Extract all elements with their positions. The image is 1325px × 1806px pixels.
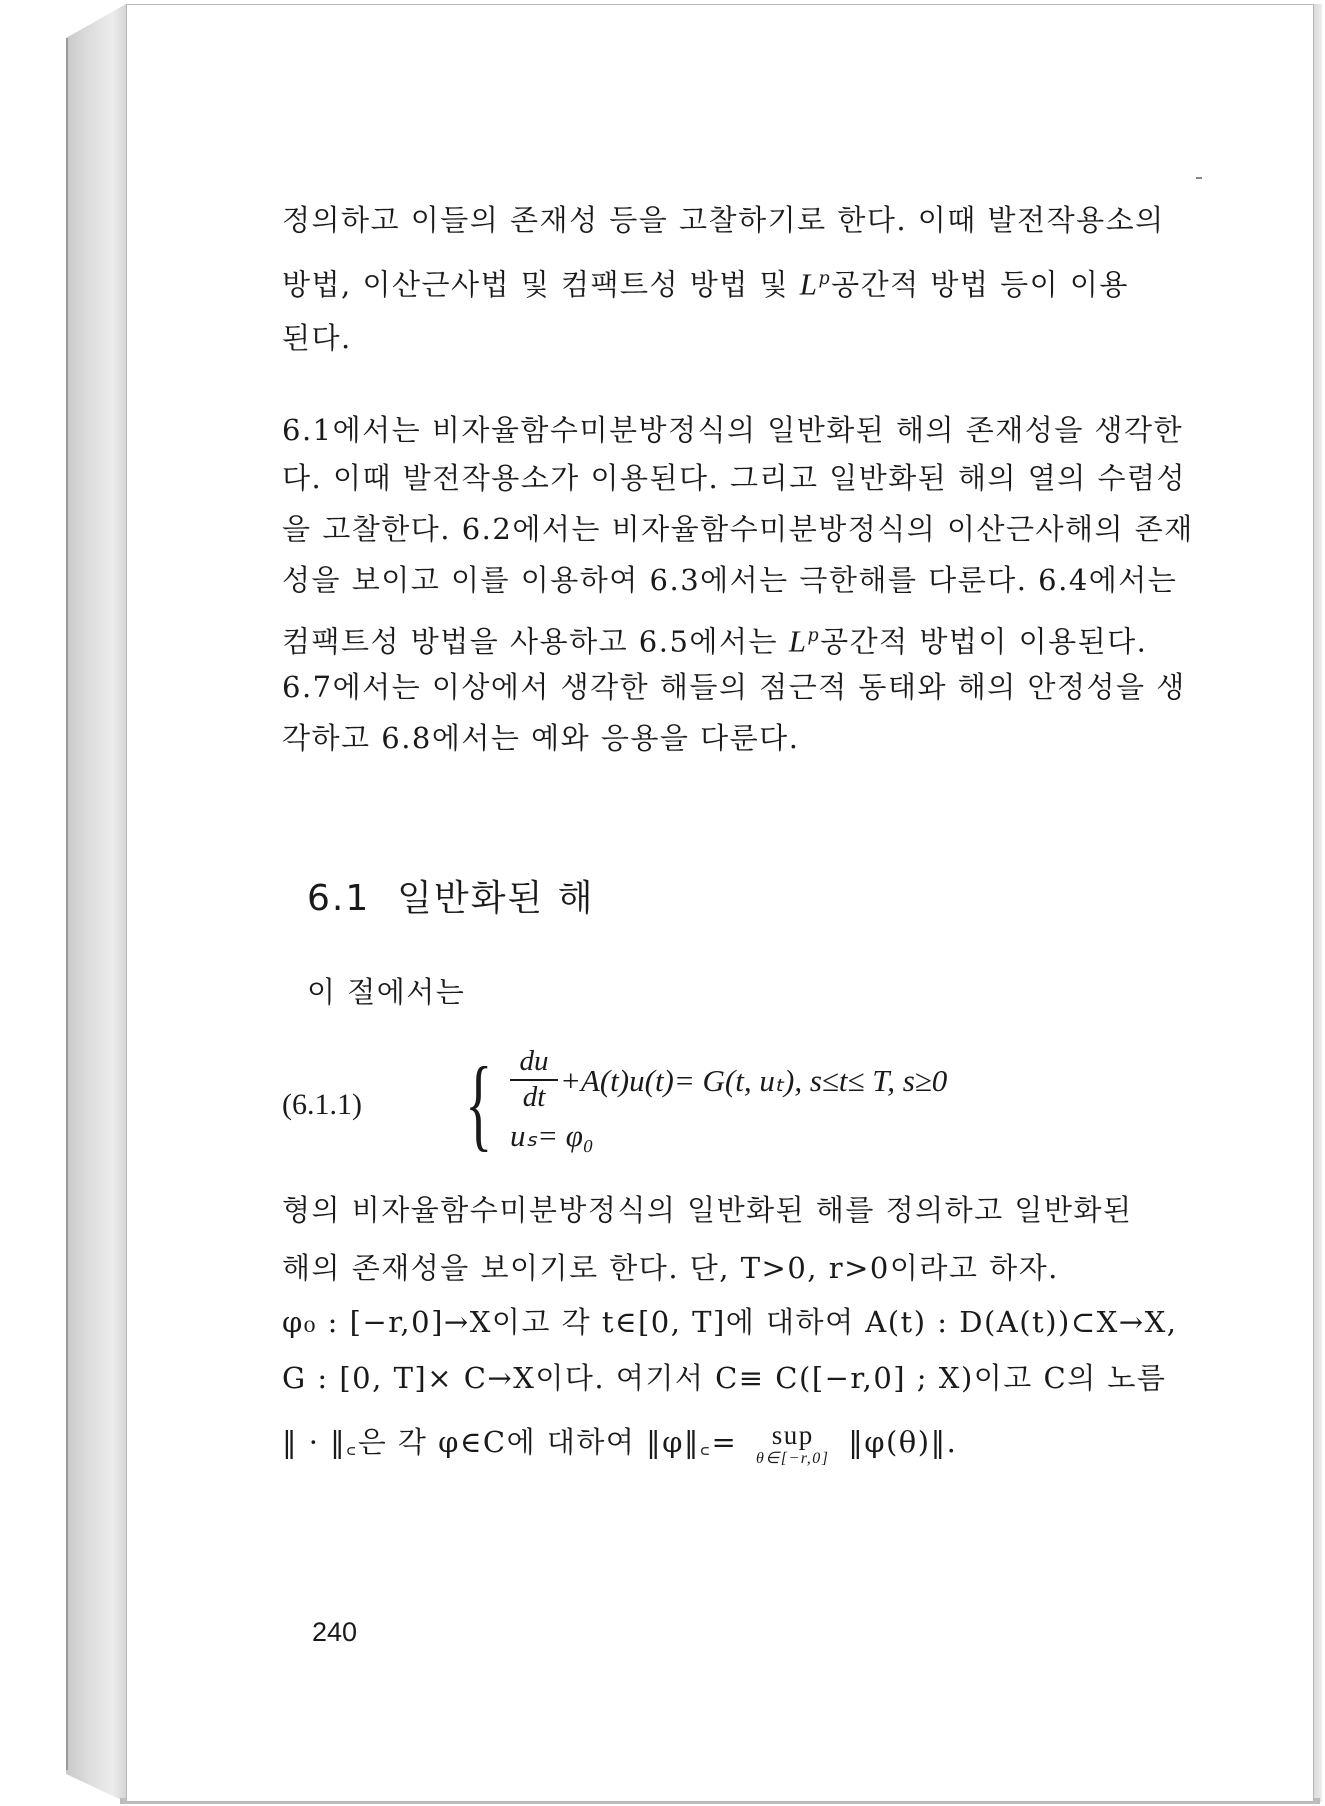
equation-label: (6.1.1) bbox=[282, 1088, 362, 1121]
book-spine-edge bbox=[66, 38, 68, 1770]
paragraph-3-line-2: 해의 존재성을 보이기로 한다. 단, T>0, r>0이라고 하자. bbox=[282, 1251, 1059, 1285]
section-title: 일반화된 해 bbox=[397, 878, 595, 919]
paragraph-2-line-5 bbox=[282, 616, 1182, 659]
text-run: ‖φ(θ)‖. bbox=[848, 1425, 958, 1459]
paragraph-1-line-3: 된다. bbox=[282, 321, 352, 355]
sup-limit: θ∈[−r,0] bbox=[755, 1449, 830, 1467]
equation-line-1: +A(t)u(t)= G(t, uₜ), s≤t≤ T, s≥0 bbox=[560, 1063, 948, 1098]
section-number: 6.1 bbox=[307, 878, 371, 919]
paragraph-3-line-5 bbox=[282, 1414, 1182, 1470]
paragraph-2-line-6: 6.7에서는 이상에서 생각한 해들의 점근적 동태와 해의 안정성을 생 bbox=[282, 670, 1186, 704]
text-run: 공간적 방법 등이 이용 bbox=[831, 267, 1129, 302]
sup-operator bbox=[755, 1419, 830, 1467]
math-L: L bbox=[788, 623, 808, 659]
paragraph-3-line-1: 형의 비자율함수미분방정식의 일반화된 해를 정의하고 일반화된 bbox=[282, 1193, 1133, 1227]
paragraph-2-line-1: 6.1에서는 비자율함수미분방정식의 일반화된 해의 존재성을 생각한 bbox=[282, 413, 1184, 447]
fraction-numerator: du bbox=[510, 1045, 558, 1081]
equation-brace: { bbox=[465, 1046, 493, 1161]
equation-fraction bbox=[510, 1045, 558, 1113]
section-heading bbox=[307, 870, 594, 921]
math-L: L bbox=[799, 266, 819, 302]
paragraph-2-line-3: 을 고찰한다. 6.2에서는 비자율함수미분방정식의 이산근사해의 존재 bbox=[282, 512, 1194, 546]
sup-label: sup bbox=[771, 1419, 814, 1450]
book-page-block bbox=[66, 4, 128, 1802]
fraction-denominator: dt bbox=[522, 1081, 546, 1113]
intro-text: 이 절에서는 bbox=[307, 975, 466, 1009]
math-p: p bbox=[818, 269, 832, 289]
stray-mark bbox=[1196, 177, 1202, 179]
text-run: ‖ · ‖꜀은 각 φ∈C에 대하여 ‖φ‖꜀= bbox=[282, 1425, 738, 1459]
equation-line-2: uₛ= φ₀ bbox=[510, 1118, 594, 1153]
text-run: 공간적 방법이 이용된다. bbox=[820, 624, 1148, 659]
math-p: p bbox=[807, 626, 821, 646]
paragraph-2-line-4: 성을 보이고 이를 이용하여 6.3에서는 극한해를 다룬다. 6.4에서는 bbox=[282, 563, 1178, 597]
paragraph-3-line-4: G : [0, T]× C→X이다. 여기서 C≡ C([−r,0] ; X)이고 C의 노름 bbox=[282, 1361, 1167, 1395]
paragraph-2-line-2: 다. 이때 발전작용소가 이용된다. 그리고 일반화된 해의 열의 수렴성 bbox=[282, 461, 1187, 495]
page-number: 240 bbox=[312, 1617, 358, 1647]
paragraph-3-line-3: φ₀ : [−r,0]→X이고 각 t∈[0, T]에 대하여 A(t) : D(A(t))⊂X→X, bbox=[282, 1305, 1178, 1339]
paragraph-1-line-2 bbox=[282, 259, 1182, 302]
text-run: 컴팩트성 방법을 사용하고 6.5에서는 bbox=[282, 624, 778, 659]
paragraph-1-line-1: 정의하고 이들의 존재성 등을 고찰하기로 한다. 이때 발전작용소의 bbox=[282, 203, 1165, 237]
paragraph-2-line-7: 각하고 6.8에서는 예와 응용을 다룬다. bbox=[282, 721, 800, 755]
text-run: 방법, 이산근사법 및 컴팩트성 방법 및 bbox=[282, 267, 790, 302]
